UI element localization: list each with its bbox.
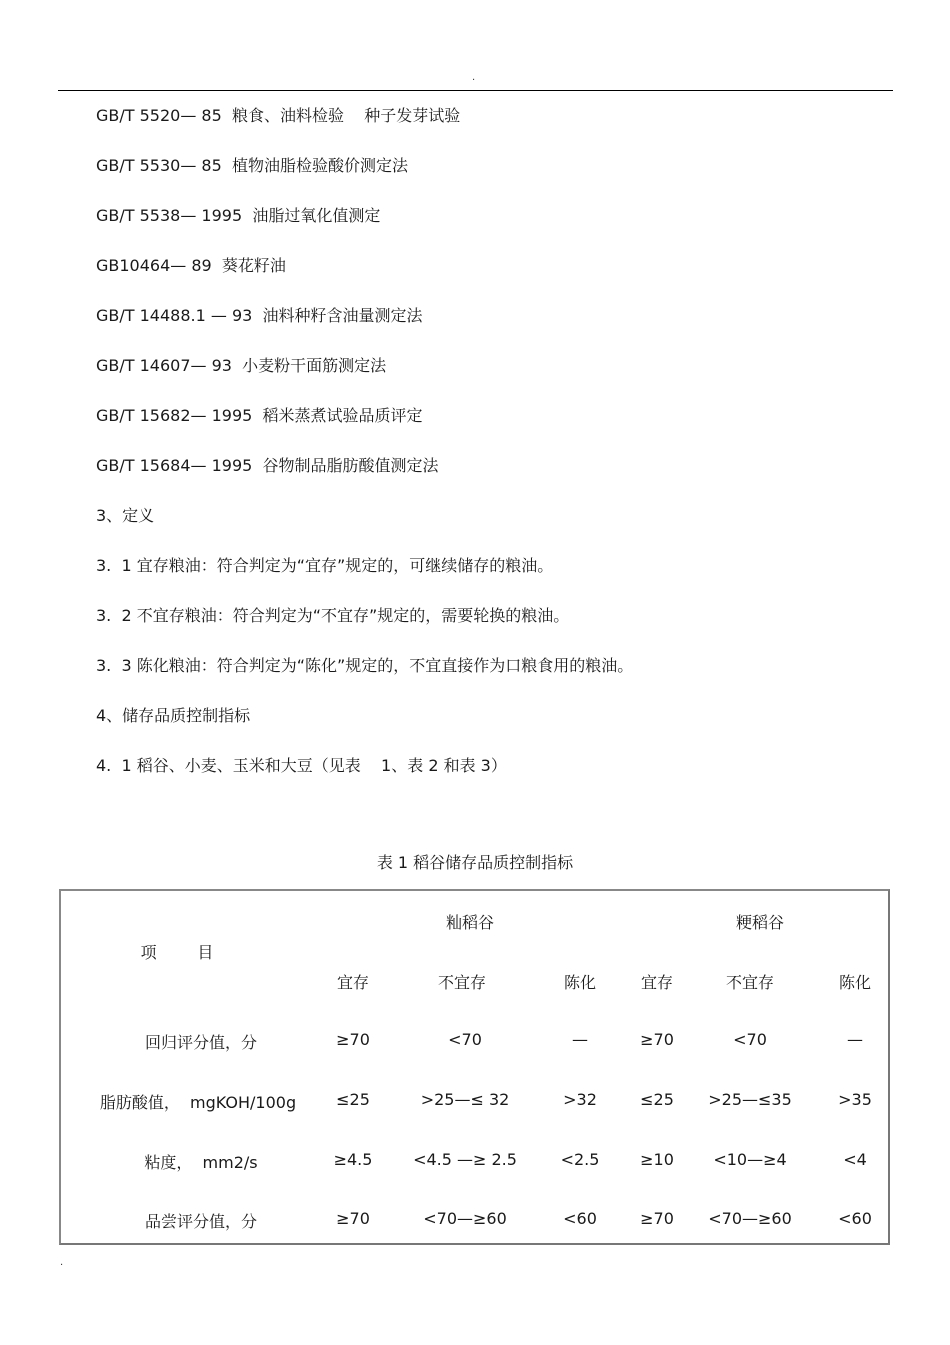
table-cell: ≤25 xyxy=(336,1090,370,1109)
table-subheader: 宜存 xyxy=(336,973,369,992)
reference-line: GB/T 5538— 1995 油脂过氧化值测定 xyxy=(96,206,381,225)
header-mark: . xyxy=(472,72,476,83)
table-cell: ≥10 xyxy=(640,1150,674,1169)
reference-line: GB/T 14607— 93 小麦粉干面筋测定法 xyxy=(96,356,387,375)
table-cell: ≥70 xyxy=(640,1030,674,1049)
header-rule xyxy=(58,90,893,91)
table-subheader: 不宜存 xyxy=(437,973,486,992)
definition-line: 3. 3 陈化粮油：符合判定为“陈化”规定的，不宜直接作为口粮食用的粮油。 xyxy=(96,656,634,675)
table-subheader: 陈化 xyxy=(838,973,871,992)
table-cell: >32 xyxy=(563,1090,597,1109)
table-cell: — xyxy=(572,1030,588,1049)
table-cell: >35 xyxy=(838,1090,872,1109)
table-cell: ≥70 xyxy=(336,1209,370,1228)
table-group-header-japonica: 粳稻谷 xyxy=(735,913,784,932)
section-heading: 3、定义 xyxy=(96,506,155,525)
table-cell: ≥70 xyxy=(640,1209,674,1228)
table-subheader: 陈化 xyxy=(563,973,596,992)
table-cell: <60 xyxy=(838,1209,872,1228)
table-row-label: 回归评分值，分 xyxy=(144,1033,257,1052)
definition-line: 3. 1 宜存粮油：符合判定为“宜存”规定的，可继续储存的粮油。 xyxy=(96,556,554,575)
document-body xyxy=(96,100,876,800)
table-cell: <4.5 —≥ 2.5 xyxy=(413,1150,517,1169)
table-cell: <4 xyxy=(843,1150,867,1169)
reference-line: GB/T 14488.1 — 93 油料种籽含油量测定法 xyxy=(96,306,423,325)
table-cell: >25—≤ 32 xyxy=(420,1090,510,1109)
subsection-line: 4. 1 稻谷、小麦、玉米和大豆（见表 1、表 2 和表 3） xyxy=(96,756,507,775)
reference-line: GB10464— 89 葵花籽油 xyxy=(96,256,286,275)
table-caption: 表 1 稻谷储存品质控制指标 xyxy=(376,853,574,872)
reference-line: GB/T 15684— 1995 谷物制品脂肪酸值测定法 xyxy=(96,456,439,475)
table-cell: ≥4.5 xyxy=(333,1150,373,1169)
reference-line: GB/T 15682— 1995 稻米蒸煮试验品质评定 xyxy=(96,406,423,425)
table-cell: <70—≥60 xyxy=(708,1209,792,1228)
table-item-header: 项 目 xyxy=(140,943,214,962)
reference-line: GB/T 5530— 85 植物油脂检验酸价测定法 xyxy=(96,156,408,175)
table-cell: ≤25 xyxy=(640,1090,674,1109)
table-cell: >25—≤35 xyxy=(708,1090,792,1109)
section-heading: 4、储存品质控制指标 xyxy=(96,706,251,725)
footer-mark: . xyxy=(60,1257,64,1268)
table-cell: <10—≥4 xyxy=(713,1150,787,1169)
table-cell: — xyxy=(847,1030,863,1049)
table-cell: <70—≥60 xyxy=(423,1209,507,1228)
table-cell: ≥70 xyxy=(336,1030,370,1049)
table-subheader: 宜存 xyxy=(640,973,673,992)
table-row-label: 脂肪酸值， mgKOH/100g xyxy=(99,1093,297,1112)
table-cell: <60 xyxy=(563,1209,597,1228)
table-cell: <2.5 xyxy=(560,1150,600,1169)
reference-line: GB/T 5520— 85 粮食、油料检验 种子发芽试验 xyxy=(96,106,461,125)
table-cell: <70 xyxy=(733,1030,767,1049)
table-row-label: 粘度， mm2/s xyxy=(144,1153,258,1172)
definition-line: 3. 2 不宜存粮油：符合判定为“不宜存”规定的，需要轮换的粮油。 xyxy=(96,606,570,625)
table-row-label: 品尝评分值，分 xyxy=(144,1212,257,1231)
table-group-header-indica: 籼稻谷 xyxy=(445,913,494,932)
table-subheader: 不宜存 xyxy=(725,973,774,992)
table-cell: <70 xyxy=(448,1030,482,1049)
